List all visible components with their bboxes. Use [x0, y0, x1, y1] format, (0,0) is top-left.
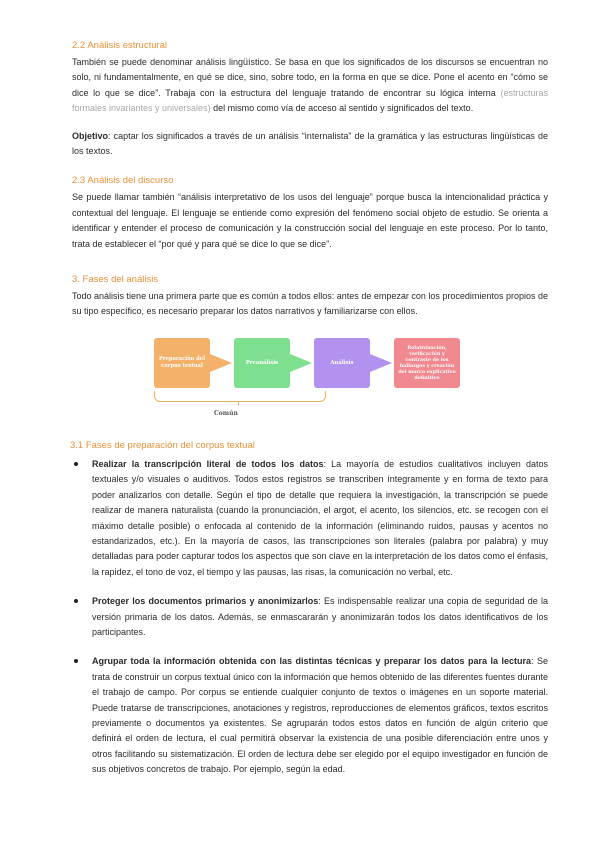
step-preanalisis-box: Preanálisis [234, 338, 290, 388]
item-text: : Es indispensable realizar una copia de seguridad de la versión primaria de los datos. Además, se enmascararán y anonimizarán todos los datos identificativos de los participantes. [92, 596, 548, 637]
arrow-icon [210, 354, 232, 372]
list-item [72, 594, 548, 640]
section-heading-fases-analisis: 3. Fases del análisis [72, 274, 159, 286]
phases-diagram [72, 330, 548, 434]
item-text: : Se trata de construir un corpus textual único con la información que hemos obtenido de las diferentes fuentes durante el trabajo de campo. Por corpus se entiende cualquier conjunto de textos o imágenes en un soporte material. Puede tratarse de transcripciones, anotaciones y registros, reproducciones de elementos gráficos, textos escritos previamente o documentos ya existentes. Se agruparán todos estos datos en función de algún criterio que definirá el orden de lectura, el cual permitirá observar la existencia de una posible diferenciación entre unos y otros facilitando su sistematización. El orden de lectura debe ser elegido por el equipo investigador en función de sus objetivos concretos de trabajo. Por ejemplo, según la edad. [92, 656, 548, 775]
document-page [72, 40, 548, 778]
item-text: : La mayoría de estudios cualitativos incluyen datos textuales y/o visuales o auditivos. Todos estos registros se transcriben íntegramente y en forma de texto para poder analizarlos con detalle. Según el tipo de detalle que requiera la investigación, la transcripción se puede realizar de manera naturalista (cuando la pronunciación, el argot, el acento, los silencios, etc. se recogen con el máximo detalle posible) o enfocada al contenido de la información (eliminando ruidos, pausas y acentos no estandarizados, etc.). En la mayoría de casos, las transcripciones son literales (palabra por palabra) y muy detalladas para poder capturar todos los aspectos que son clave en la interpretación de los datos como el énfasis, la rapidez, el tono de voz, el tiempo y las pausas, las risas, la comunicación no verbal, etc. [92, 458, 548, 577]
item-title: Realizar la transcripción literal de todos los datos [92, 458, 324, 469]
section-heading-preparacion-corpus: 3.1 Fases de preparación del corpus textual [70, 439, 255, 451]
item-title: Proteger los documentos primarios y anonimizarlos [92, 596, 319, 607]
arrow-icon [290, 354, 312, 372]
paragraph-analisis-discurso: Se puede llamar también “análisis interpretativo de los usos del lenguaje” porque busca la intencionalidad práctica y contextual del lenguaje. El lenguaje se entiende como expresión del fenómeno social objeto de estudio. Se orienta a identificar y entender el proceso de comunicación y la construcción social del lenguaje en este proceso. Por lo tanto, trata de establecer el “por qué y para qué se dice lo que se dice”. [72, 192, 548, 249]
common-label: Común [214, 409, 238, 417]
common-brace [154, 391, 326, 402]
step-relativizacion-box: Relativización, verificación y contraste de los hallazgos y creación del marco explicativo definitivo [394, 338, 460, 388]
paragraph-fases-analisis: Todo análisis tiene una primera parte que es común a todos ellos: antes de empezar con los procedimientos propios de su tipo específico, es necesario preparar los datos narrativos y familiarizarse con ellos. [72, 291, 548, 317]
item-title: Agrupar toda la información obtenida con las distintas técnicas y preparar los datos para la lectura [92, 656, 531, 667]
step-analisis-box: Análisis [314, 338, 370, 388]
section-heading-analisis-estructural: 2.2 Análisis estructural [72, 40, 168, 51]
text-span: También se puede denominar análisis lingüístico. Se basa en que los significados de los discursos se encuentran no solo, ni fundamentalmente, en qué se dice, sino, sobre todo, en la forma en que se dice. Pone el acento en “cómo se dice lo que se dice”. Trabaja con la estructura del lenguaje tratando de encontrar su lógica interna [72, 57, 548, 98]
arrow-icon [370, 354, 392, 372]
objetivo-text: : captar los significados a través de un análisis “internalista” de la gramática y las estructuras lingüísticas de los textos. [72, 130, 548, 157]
list-item [72, 654, 548, 777]
objetivo-label: Objetivo [72, 130, 109, 141]
preparation-list [72, 457, 548, 778]
step-preparacion-box: Preparación del corpus textual [154, 338, 210, 388]
bullet-icon [74, 462, 78, 466]
paragraph-analisis-estructural [72, 55, 548, 117]
bullet-icon [74, 659, 78, 663]
bullet-icon [74, 599, 78, 603]
paragraph-objetivo [72, 129, 548, 160]
gray-note: (estructuras formales invariantes y universales) [72, 87, 548, 114]
text-span: del mismo como vía de acceso al sentido y significados del texto. [210, 103, 474, 114]
list-item [72, 457, 548, 580]
common-brace-tick [238, 401, 239, 405]
section-heading-analisis-discurso: 2.3 Análisis del discurso [72, 175, 174, 187]
